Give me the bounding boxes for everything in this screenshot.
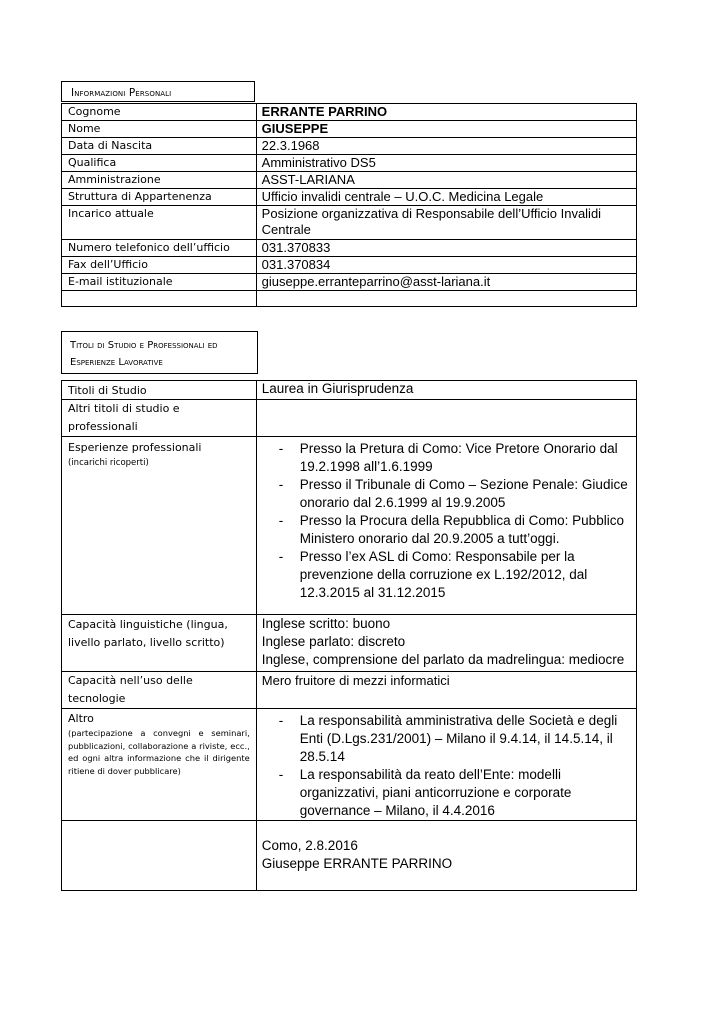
table-row [62, 400, 637, 437]
table-row [62, 104, 637, 121]
value-qualifica: Amministrativo DS5 [256, 155, 636, 172]
table-row [62, 189, 637, 206]
empty-cell [62, 821, 257, 891]
label-data-nascita: Data di Nascita [62, 138, 257, 155]
lingua-comprensione: Inglese, comprensione del parlato da madrelingua: mediocre [261, 652, 625, 667]
value-data-nascita: 22.3.1968 [256, 138, 636, 155]
value-struttura: Ufficio invalidi centrale – U.O.C. Medicina Legale [256, 189, 636, 206]
table-row [62, 240, 637, 257]
personal-info-header [61, 81, 255, 102]
value-email: giuseppe.erranteparrino@asst-lariana.it [256, 274, 636, 291]
list-item: - Presso la Pretura di Como: Vice Pretore Onorario dal 19.2.1998 all’1.6.1999 [257, 440, 636, 476]
titles-header-line1: Titoli di Studio e Professionali ed [70, 340, 218, 351]
value-incarico: Posizione organizzativa di Responsabile dell’Ufficio Invalidi Centrale [256, 206, 636, 240]
list-item: - Presso la Procura della Repubblica di Como: Pubblico Ministero onorario dal 20.9.2005 a tutt’oggi. [257, 512, 636, 548]
firma: Giuseppe ERRANTE PARRINO [261, 856, 453, 871]
table-row [62, 821, 637, 891]
table-row [62, 155, 637, 172]
empty-cell [62, 291, 257, 307]
value-tecnologie: Mero fruitore di mezzi informatici [256, 672, 636, 709]
value-telefono: 031.370833 [256, 240, 636, 257]
label-lingue: Capacità linguistiche (lingua, livello parlato, livello scritto) [62, 615, 257, 672]
table-row [62, 121, 637, 138]
label-qualifica: Qualifica [62, 155, 257, 172]
label-incarico: Incarico attuale [62, 206, 257, 240]
titles-header [61, 331, 258, 374]
empty-cell [256, 291, 636, 307]
label-fax: Fax dell’Ufficio [62, 257, 257, 274]
lingua-parlato: Inglese parlato: discreto [261, 634, 406, 649]
label-email: E-mail istituzionale [62, 274, 257, 291]
luogo-data: Como, 2.8.2016 [261, 838, 358, 853]
table-row [62, 615, 637, 672]
altro-note: (partecipazione a convegni e seminari, pubblicazioni, collaborazione a riviste, ecc., ed ogni altra informazione che il dirigente ritiene di dover pubblicare) [68, 728, 250, 776]
table-row [62, 138, 637, 155]
label-nome: Nome [62, 121, 257, 138]
list-item: - Presso il Tribunale di Como – Sezione Penale: Giudice onorario dal 2.6.1999 al 19.9.2005 [257, 476, 636, 512]
table-row [62, 172, 637, 189]
titles-table [61, 380, 637, 891]
table-row [62, 709, 637, 821]
label-telefono: Numero telefonico dell’ufficio [62, 240, 257, 257]
list-item: - Presso l’ex ASL di Como: Responsabile per la prevenzione della corruzione ex L.192/2012, dal 12.3.2015 al 31.12.2015 [257, 548, 636, 602]
value-nome: GIUSEPPE [256, 121, 636, 138]
esperienze-list [257, 440, 636, 602]
value-fax: 031.370834 [256, 257, 636, 274]
label-altro [62, 709, 257, 821]
value-cognome: ERRANTE PARRINO [256, 104, 636, 121]
value-altri-titoli [256, 400, 636, 437]
list-item: - La responsabilità da reato dell’Ente: modelli organizzativi, piani anticorruzione e corporate governance – Milano, il 4.4.2016 [257, 766, 636, 820]
label-cognome: Cognome [62, 104, 257, 121]
altro-title: Altro [68, 712, 94, 725]
personal-info-header-text: Informazioni Personali [71, 87, 172, 99]
table-row [62, 672, 637, 709]
lingua-scritto: Inglese scritto: buono [261, 616, 391, 631]
esperienze-title: Esperienze professionali [68, 441, 202, 454]
table-row [62, 274, 637, 291]
signature-cell [256, 821, 636, 891]
label-titoli-studio: Titoli di Studio [62, 381, 257, 400]
label-tecnologie: Capacità nell’uso delle tecnologie [62, 672, 257, 709]
esperienze-list-cell [256, 437, 636, 615]
table-row [62, 381, 637, 400]
value-titoli-studio: Laurea in Giurisprudenza [256, 381, 636, 400]
altro-list [257, 712, 636, 820]
label-struttura: Struttura di Appartenenza [62, 189, 257, 206]
label-altri-titoli: Altri titoli di studio e professionali [62, 400, 257, 437]
label-amministrazione: Amministrazione [62, 172, 257, 189]
label-esperienze [62, 437, 257, 615]
list-item: - La responsabilità amministrativa delle Società e degli Enti (D.Lgs.231/2001) – Milano il 9.4.14, il 14.5.14, il 28.5.14 [257, 712, 636, 766]
titles-header-line2: Esperienze Lavorative [70, 357, 163, 368]
table-row [62, 437, 637, 615]
table-row [62, 257, 637, 274]
esperienze-note: (incarichi ricoperti) [68, 458, 149, 468]
personal-info-table [61, 103, 637, 307]
table-row-empty [62, 291, 637, 307]
lingue-cell [256, 615, 636, 672]
value-amministrazione: ASST-LARIANA [256, 172, 636, 189]
altro-list-cell [256, 709, 636, 821]
table-row [62, 206, 637, 240]
